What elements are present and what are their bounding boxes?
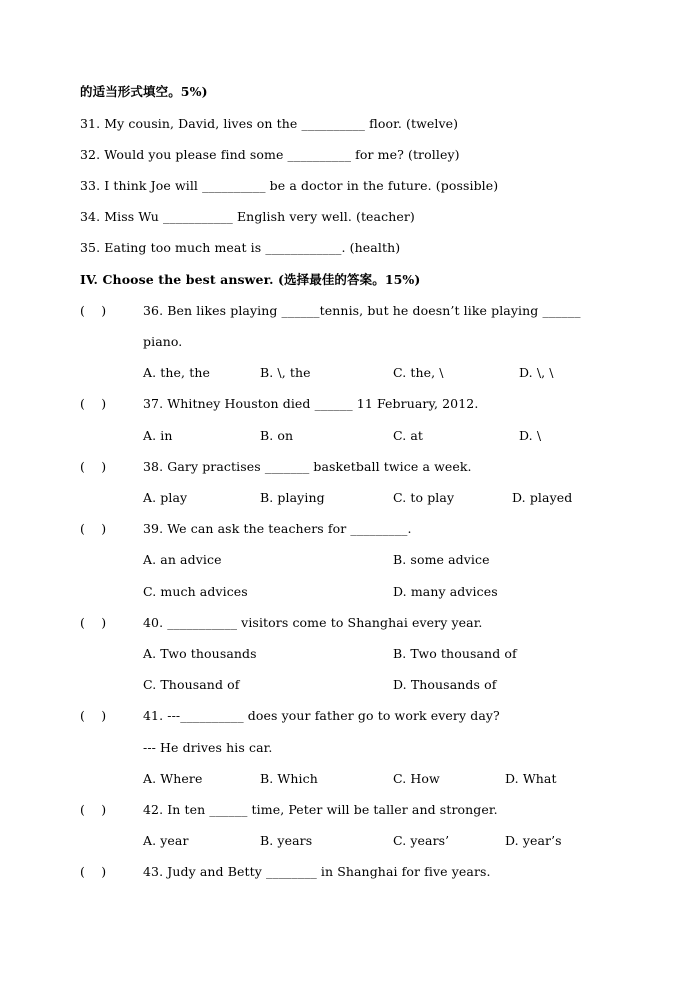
fill-in-item-35: 35. Eating too much meat is ____________. (health) xyxy=(80,240,401,255)
question-41-option-c: C. How xyxy=(393,771,440,786)
question-37-option-b: B. on xyxy=(260,428,294,443)
answer-blank-36: ( ) xyxy=(80,303,107,318)
answer-blank-42: ( ) xyxy=(80,802,107,817)
question-40-option-d: D. Thousands of xyxy=(393,677,497,692)
question-37-stem: 37. Whitney Houston died ______ 11 February, 2012. xyxy=(143,396,479,411)
question-42-option-d: D. year’s xyxy=(505,833,562,848)
question-38-option-a: A. play xyxy=(143,490,188,505)
question-41-option-d: D. What xyxy=(505,771,557,786)
section-iii-instruction-tail: 的适当形式填空。5%) xyxy=(80,84,208,99)
question-40-stem: 40. ___________ visitors come to Shanghai every year. xyxy=(143,615,483,630)
answer-blank-41: ( ) xyxy=(80,708,107,723)
question-39-stem: 39. We can ask the teachers for _________. xyxy=(143,521,412,536)
question-41-stem-cont: --- He drives his car. xyxy=(143,740,273,755)
question-36-option-d: D. \, \ xyxy=(519,365,554,380)
answer-blank-38: ( ) xyxy=(80,459,107,474)
fill-in-item-31: 31. My cousin, David, lives on the __________ floor. (twelve) xyxy=(80,116,459,131)
question-43-stem: 43. Judy and Betty ________ in Shanghai for five years. xyxy=(143,864,491,879)
answer-blank-43: ( ) xyxy=(80,864,107,879)
question-37-option-c: C. at xyxy=(393,428,424,443)
question-40-option-a: A. Two thousands xyxy=(143,646,257,661)
question-40-option-c: C. Thousand of xyxy=(143,677,240,692)
question-40-option-b: B. Two thousand of xyxy=(393,646,517,661)
question-42-option-c: C. years’ xyxy=(393,833,450,848)
question-42-option-b: B. years xyxy=(260,833,313,848)
section-iv-title: IV. Choose the best answer. (选择最佳的答案。15%) xyxy=(80,272,421,287)
answer-blank-40: ( ) xyxy=(80,615,107,630)
question-41-option-a: A. Where xyxy=(143,771,203,786)
fill-in-item-33: 33. I think Joe will __________ be a doctor in the future. (possible) xyxy=(80,178,499,193)
question-42-option-a: A. year xyxy=(143,833,189,848)
question-42-stem: 42. In ten ______ time, Peter will be taller and stronger. xyxy=(143,802,498,817)
fill-in-item-34: 34. Miss Wu ___________ English very well. (teacher) xyxy=(80,209,415,224)
question-39-option-c: C. much advices xyxy=(143,584,248,599)
question-36-option-b: B. \, the xyxy=(260,365,311,380)
question-39-option-a: A. an advice xyxy=(143,552,222,567)
question-39-option-b: B. some advice xyxy=(393,552,490,567)
question-38-stem: 38. Gary practises _______ basketball twice a week. xyxy=(143,459,472,474)
fill-in-item-32: 32. Would you please find some __________ for me? (trolley) xyxy=(80,147,460,162)
question-39-option-d: D. many advices xyxy=(393,584,498,599)
question-38-option-b: B. playing xyxy=(260,490,325,505)
answer-blank-39: ( ) xyxy=(80,521,107,536)
question-37-option-a: A. in xyxy=(143,428,173,443)
question-37-option-d: D. \ xyxy=(519,428,542,443)
question-38-option-d: D. played xyxy=(512,490,573,505)
question-36-option-a: A. the, the xyxy=(143,365,210,380)
question-41-stem: 41. ---__________ does your father go to work every day? xyxy=(143,708,500,723)
question-36-stem: 36. Ben likes playing ______tennis, but he doesn’t like playing ______ xyxy=(143,303,581,318)
question-36-stem-cont: piano. xyxy=(143,334,183,349)
answer-blank-37: ( ) xyxy=(80,396,107,411)
question-38-option-c: C. to play xyxy=(393,490,455,505)
question-36-option-c: C. the, \ xyxy=(393,365,444,380)
question-41-option-b: B. Which xyxy=(260,771,318,786)
